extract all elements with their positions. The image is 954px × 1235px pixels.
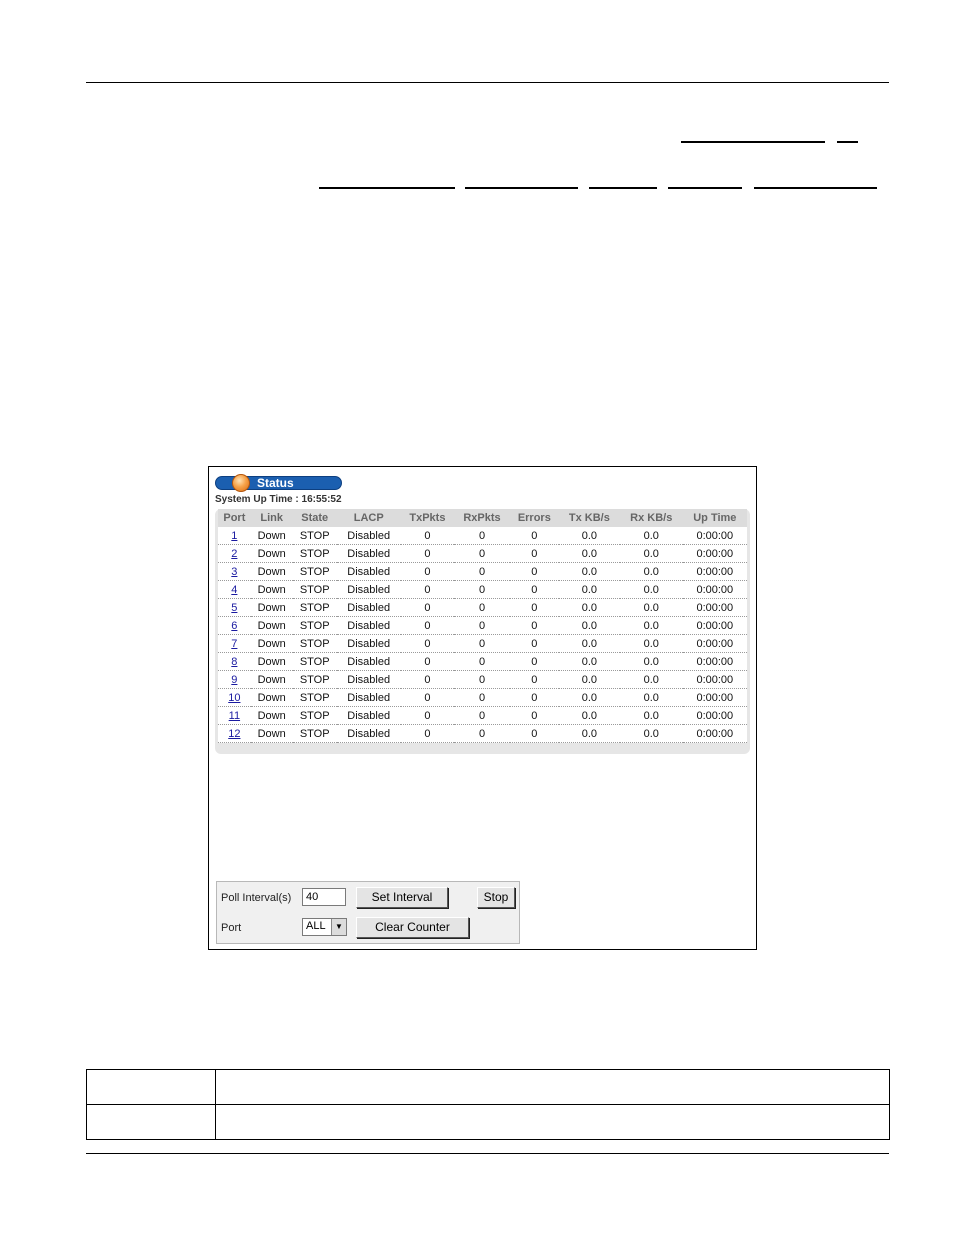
table-cell: 0 <box>510 671 559 689</box>
table-cell: STOP <box>293 617 337 635</box>
table-cell: Disabled <box>337 545 401 563</box>
table-cell: 0.0 <box>620 581 683 599</box>
table-cell: 0:00:00 <box>683 635 747 653</box>
table-row <box>218 671 747 689</box>
table-cell: Down <box>251 581 293 599</box>
table-cell: 0 <box>401 545 455 563</box>
table-cell: Down <box>251 689 293 707</box>
table-row <box>218 635 747 653</box>
port-cell <box>218 725 251 743</box>
table-row <box>218 617 747 635</box>
table-row <box>218 725 747 743</box>
table-cell: Disabled <box>337 581 401 599</box>
column-header: Errors <box>510 509 559 527</box>
table-row <box>218 563 747 581</box>
table-cell: 0.0 <box>559 599 620 617</box>
table-cell: 0:00:00 <box>683 599 747 617</box>
table-cell: Down <box>251 599 293 617</box>
table-cell: 0 <box>401 563 455 581</box>
redacted-line <box>668 187 742 189</box>
table-cell: 0 <box>401 725 455 743</box>
redacted-line <box>754 187 877 189</box>
port-link[interactable]: 5 <box>231 601 238 614</box>
redacted-line <box>589 187 657 189</box>
table-cell: 0.0 <box>559 563 620 581</box>
table-cell: STOP <box>293 689 337 707</box>
redacted-line <box>837 141 858 143</box>
redacted-line <box>465 187 578 189</box>
table-cell: STOP <box>293 545 337 563</box>
header-rule <box>86 82 889 83</box>
table-cell: 0 <box>454 617 510 635</box>
table-row <box>218 707 747 725</box>
table-cell: Disabled <box>337 527 401 545</box>
table-cell: 0:00:00 <box>683 689 747 707</box>
port-cell <box>218 689 251 707</box>
table-cell: Down <box>251 725 293 743</box>
column-header: Up Time <box>683 509 747 527</box>
port-cell <box>218 581 251 599</box>
port-link[interactable]: 9 <box>231 673 238 686</box>
table-cell: Disabled <box>337 563 401 581</box>
table-cell: 0.0 <box>620 599 683 617</box>
table-cell: 0.0 <box>620 689 683 707</box>
table-cell: 0:00:00 <box>683 527 747 545</box>
port-link[interactable]: 12 <box>228 727 241 740</box>
table-cell: 0 <box>454 689 510 707</box>
table-cell: Down <box>251 635 293 653</box>
table-row <box>218 689 747 707</box>
table-cell: 0 <box>401 707 455 725</box>
port-cell <box>218 671 251 689</box>
table-cell: 0 <box>401 653 455 671</box>
table-cell: Down <box>251 671 293 689</box>
table-cell: STOP <box>293 707 337 725</box>
table-cell: STOP <box>293 563 337 581</box>
table-cell: 0 <box>510 617 559 635</box>
poll-interval-input[interactable]: 40 <box>302 888 346 906</box>
table-cell: 0 <box>510 527 559 545</box>
table-row <box>218 581 747 599</box>
table-cell: STOP <box>293 725 337 743</box>
table-cell: STOP <box>293 581 337 599</box>
port-cell <box>218 635 251 653</box>
status-title-bar <box>215 476 342 490</box>
table-cell: 0 <box>454 653 510 671</box>
table-cell: STOP <box>293 635 337 653</box>
table-cell: 0 <box>510 689 559 707</box>
table-cell: 0 <box>454 635 510 653</box>
table-cell: 0.0 <box>559 527 620 545</box>
port-link[interactable]: 3 <box>231 565 238 578</box>
table-cell: 0 <box>454 707 510 725</box>
table-cell: 0 <box>401 599 455 617</box>
table-cell: 0 <box>454 545 510 563</box>
table-cell: 0.0 <box>559 635 620 653</box>
table-cell: 0:00:00 <box>683 563 747 581</box>
table-cell: 0:00:00 <box>683 545 747 563</box>
table-cell: 0 <box>510 725 559 743</box>
table-cell: 0 <box>510 563 559 581</box>
table-cell: Disabled <box>337 617 401 635</box>
table-cell: 0 <box>401 581 455 599</box>
table-row <box>218 599 747 617</box>
table-cell: 0 <box>401 617 455 635</box>
table-cell: 0.0 <box>559 653 620 671</box>
port-link[interactable]: 1 <box>231 529 238 542</box>
column-header: Link <box>251 509 293 527</box>
port-cell <box>218 545 251 563</box>
controls-panel <box>216 881 520 944</box>
table-cell: Disabled <box>337 725 401 743</box>
table-cell: 0.0 <box>620 653 683 671</box>
table-cell: Disabled <box>337 635 401 653</box>
column-header: Rx KB/s <box>620 509 683 527</box>
table-cell: Down <box>251 653 293 671</box>
table-cell: Disabled <box>337 671 401 689</box>
table-cell: Down <box>251 545 293 563</box>
table-cell: STOP <box>293 671 337 689</box>
column-header: Port <box>218 509 251 527</box>
table-cell: Down <box>251 707 293 725</box>
port-cell <box>218 707 251 725</box>
port-cell <box>218 527 251 545</box>
table-cell: 0:00:00 <box>683 653 747 671</box>
table-cell: 0.0 <box>620 563 683 581</box>
table-cell: Down <box>251 563 293 581</box>
table-row <box>218 653 747 671</box>
table-cell: 0 <box>454 599 510 617</box>
table-cell: STOP <box>293 653 337 671</box>
footer-rule <box>86 1153 889 1154</box>
table-cell: 0 <box>454 725 510 743</box>
table-row <box>218 527 747 545</box>
table-cell: Disabled <box>337 653 401 671</box>
column-header: RxPkts <box>454 509 510 527</box>
table-cell: 0.0 <box>620 617 683 635</box>
table-cell: 0 <box>454 671 510 689</box>
table-cell: 0:00:00 <box>683 725 747 743</box>
table-cell: 0:00:00 <box>683 707 747 725</box>
table-cell: 0.0 <box>620 527 683 545</box>
system-up-time: System Up Time : 16:55:52 <box>215 494 342 505</box>
table-cell: 0.0 <box>620 635 683 653</box>
table-cell: 0 <box>454 527 510 545</box>
table-cell: 0:00:00 <box>683 581 747 599</box>
port-status-table <box>218 509 747 743</box>
port-select[interactable] <box>302 918 347 936</box>
table-divider <box>87 1104 889 1105</box>
port-link[interactable]: 10 <box>228 691 241 704</box>
status-orb-icon <box>232 474 250 492</box>
table-cell: 0 <box>510 599 559 617</box>
table-cell: 0 <box>510 545 559 563</box>
port-cell <box>218 563 251 581</box>
table-cell: 0 <box>401 635 455 653</box>
table-cell: 0.0 <box>559 545 620 563</box>
table-cell: 0 <box>401 689 455 707</box>
port-select-value: ALL <box>306 920 326 932</box>
table-cell: 0.0 <box>620 707 683 725</box>
table-cell: 0 <box>454 563 510 581</box>
table-cell: Down <box>251 527 293 545</box>
table-cell: Disabled <box>337 707 401 725</box>
table-cell: 0.0 <box>559 671 620 689</box>
port-link[interactable]: 7 <box>231 637 238 650</box>
table-cell: 0 <box>401 671 455 689</box>
port-link[interactable]: 2 <box>231 547 238 560</box>
table-cell: 0:00:00 <box>683 671 747 689</box>
table-cell: 0.0 <box>620 545 683 563</box>
column-header: Tx KB/s <box>559 509 620 527</box>
port-cell <box>218 599 251 617</box>
port-link[interactable]: 4 <box>231 583 238 596</box>
table-cell: 0.0 <box>620 725 683 743</box>
table-cell: Disabled <box>337 599 401 617</box>
table-cell: 0 <box>510 581 559 599</box>
table-row <box>218 545 747 563</box>
table-cell: 0.0 <box>559 707 620 725</box>
redacted-line <box>319 187 455 189</box>
table-cell: 0.0 <box>620 671 683 689</box>
table-cell: 0 <box>510 653 559 671</box>
table-cell: 0:00:00 <box>683 617 747 635</box>
set-interval-button[interactable]: Set Interval <box>356 887 448 908</box>
port-label: Port <box>221 922 242 934</box>
table-cell: STOP <box>293 599 337 617</box>
table-cell: 0.0 <box>559 725 620 743</box>
redacted-line <box>681 141 825 143</box>
table-header-row <box>218 509 747 527</box>
port-link[interactable]: 11 <box>228 709 241 722</box>
port-cell <box>218 617 251 635</box>
port-link[interactable]: 6 <box>231 619 238 632</box>
table-cell: Down <box>251 617 293 635</box>
status-screen <box>208 466 757 950</box>
port-status-table-panel <box>215 509 750 754</box>
table-cell: 0 <box>510 707 559 725</box>
port-cell <box>218 653 251 671</box>
column-header: TxPkts <box>401 509 455 527</box>
column-header: State <box>293 509 337 527</box>
chevron-down-icon[interactable]: ▼ <box>331 919 346 935</box>
table-cell: 0.0 <box>559 581 620 599</box>
table-cell: Disabled <box>337 689 401 707</box>
table-cell: 0 <box>510 635 559 653</box>
status-title: Status <box>257 476 294 490</box>
stop-button[interactable]: Stop <box>477 887 515 908</box>
clear-counter-button[interactable]: Clear Counter <box>356 917 469 938</box>
table-cell: 0 <box>401 527 455 545</box>
table-cell: 0.0 <box>559 689 620 707</box>
poll-interval-label: Poll Interval(s) <box>221 892 292 904</box>
description-table <box>86 1069 890 1140</box>
table-cell: 0.0 <box>559 617 620 635</box>
table-cell: STOP <box>293 527 337 545</box>
port-link[interactable]: 8 <box>231 655 238 668</box>
column-header: LACP <box>337 509 401 527</box>
table-cell: 0 <box>454 581 510 599</box>
